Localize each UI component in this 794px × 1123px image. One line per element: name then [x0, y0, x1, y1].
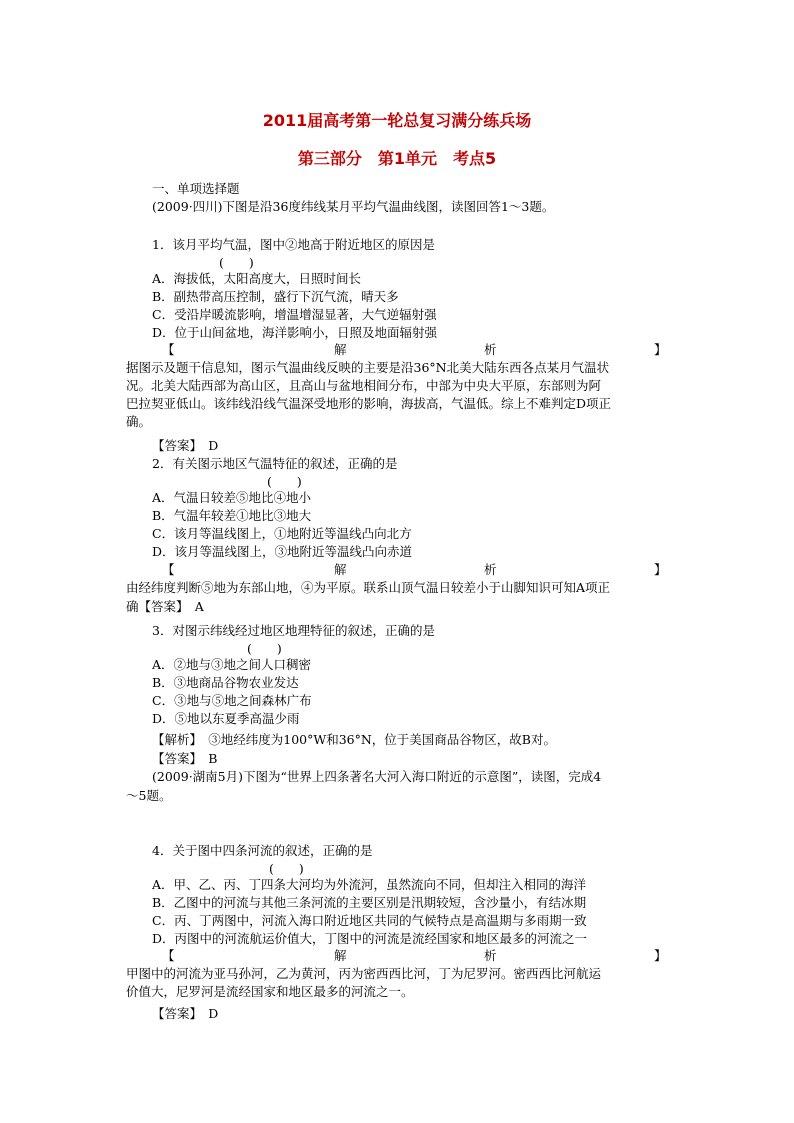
analysis-char-2: 析	[484, 562, 497, 577]
analysis-heading	[126, 561, 666, 578]
question-stem: 2．有关图示地区气温特征的叙述，正确的是	[152, 456, 398, 471]
option-c: C．③地与⑤地之间森林广布	[152, 693, 312, 708]
answer-line: 【答案】 B	[152, 751, 218, 766]
option-b: B．气温年较差①地比③地大	[152, 508, 312, 523]
answer-bracket: ( )	[219, 255, 254, 270]
analysis-char-1: 解	[334, 342, 347, 357]
analysis-line: 况。北美大陆西部为高山区，且高山与盆地相间分布，中部为中央大平原，东部则为阿	[126, 378, 602, 393]
option-c: C．丙、丁两图中，河流入海口附近地区共同的气候特点是高温期与多雨期一致	[152, 913, 587, 928]
option-c: C．该月等温线图上，①地附近等温线凸向北方	[152, 526, 412, 541]
bracket-open: 【	[162, 562, 175, 577]
option-a: A．②地与③地之间人口稠密	[152, 657, 312, 672]
analysis-heading	[126, 947, 666, 964]
answer-line: 【答案】 D	[152, 438, 219, 453]
analysis-line: 巴拉契亚低山。该纬线沿线气温深受地形的影响，海拔高，气温低。综上不难判定D项正	[126, 396, 612, 411]
option-b: B．乙图中的河流与其他三条河流的主要区别是汛期较短，含沙量小，有结冰期	[152, 895, 587, 910]
question-stem: 1．该月平均气温，图中②地高于附近地区的原因是	[152, 237, 435, 252]
answer-bracket: ( )	[267, 474, 302, 489]
analysis-line: 甲图中的河流为亚马孙河，乙为黄河，丙为密西西比河，丁为尼罗河。密西西比河航运	[126, 966, 602, 981]
page-title: 2011届高考第一轮总复习满分练兵场	[262, 111, 532, 130]
answer-line: 【答案】 D	[152, 1006, 219, 1021]
question-stem: 4．关于图中四条河流的叙述，正确的是	[152, 843, 373, 858]
bracket-open: 【	[162, 342, 175, 357]
analysis-line: 据图示及题干信息知，图示气温曲线反映的主要是沿36°N北美大陆东西各点某月气温状	[126, 360, 610, 375]
analysis-char-1: 解	[334, 948, 347, 963]
analysis-line: 由经纬度判断⑤地为东部山地，④为平原。联系山顶气温日较差小于山脚知识可知A项正	[126, 580, 611, 595]
bracket-close: 】	[654, 342, 667, 357]
analysis-heading	[126, 341, 666, 358]
option-b: B．副热带高压控制，盛行下沉气流，晴天多	[152, 289, 399, 304]
analysis-char-2: 析	[484, 948, 497, 963]
option-d: D．该月等温线图上，③地附近等温线凸向赤道	[152, 544, 413, 559]
bracket-close: 】	[654, 948, 667, 963]
answer-bracket: ( )	[269, 861, 304, 876]
bracket-close: 】	[654, 562, 667, 577]
option-b: B．③地商品谷物农业发达	[152, 675, 299, 690]
option-d: D．位于山间盆地，海洋影响小，日照及地面辐射强	[152, 325, 438, 340]
analysis-char-2: 析	[484, 342, 497, 357]
bracket-open: 【	[162, 948, 175, 963]
answer-bracket: ( )	[247, 641, 282, 656]
intro-text: (2009·湖南5月)下图为“世界上四条著名大河入海口附近的示意图”，读图，完成4	[152, 769, 602, 784]
question-stem: 3．对图示纬线经过地区地理特征的叙述，正确的是	[152, 623, 435, 638]
analysis-line: 确。	[126, 414, 152, 429]
analysis-line: 确【答案】 A	[126, 599, 204, 614]
analysis-char-1: 解	[334, 562, 347, 577]
option-a: A．甲、乙、丙、丁四条大河均为外流河，虽然流向不同，但却注入相同的海洋	[152, 877, 587, 892]
analysis-line: 【解析】 ③地经纬度为100°W和36°N，位于美国商品谷物区，故B对。	[152, 732, 556, 747]
analysis-line: 价值大，尼罗河是流经国家和地区最多的河流之一。	[126, 984, 414, 999]
section-heading: 一、单项选择题	[152, 181, 240, 196]
page-subtitle: 第三部分 第1单元 考点5	[297, 149, 497, 168]
intro-text: ～5题。	[126, 788, 172, 803]
option-a: A．气温日较差⑤地比④地小	[152, 490, 312, 505]
option-c: C．受沿岸暖流影响，增温增湿显著，大气逆辐射强	[152, 307, 437, 322]
option-a: A．海拔低，太阳高度大，日照时间长	[152, 271, 362, 286]
intro-text: (2009·四川)下图是沿36度纬线某月平均气温曲线图，读图回答1～3题。	[152, 199, 555, 214]
option-d: D．⑤地以东夏季高温少雨	[152, 711, 300, 726]
option-d: D．丙图中的河流航运价值大，丁图中的河流是流经国家和地区最多的河流之一	[152, 931, 588, 946]
